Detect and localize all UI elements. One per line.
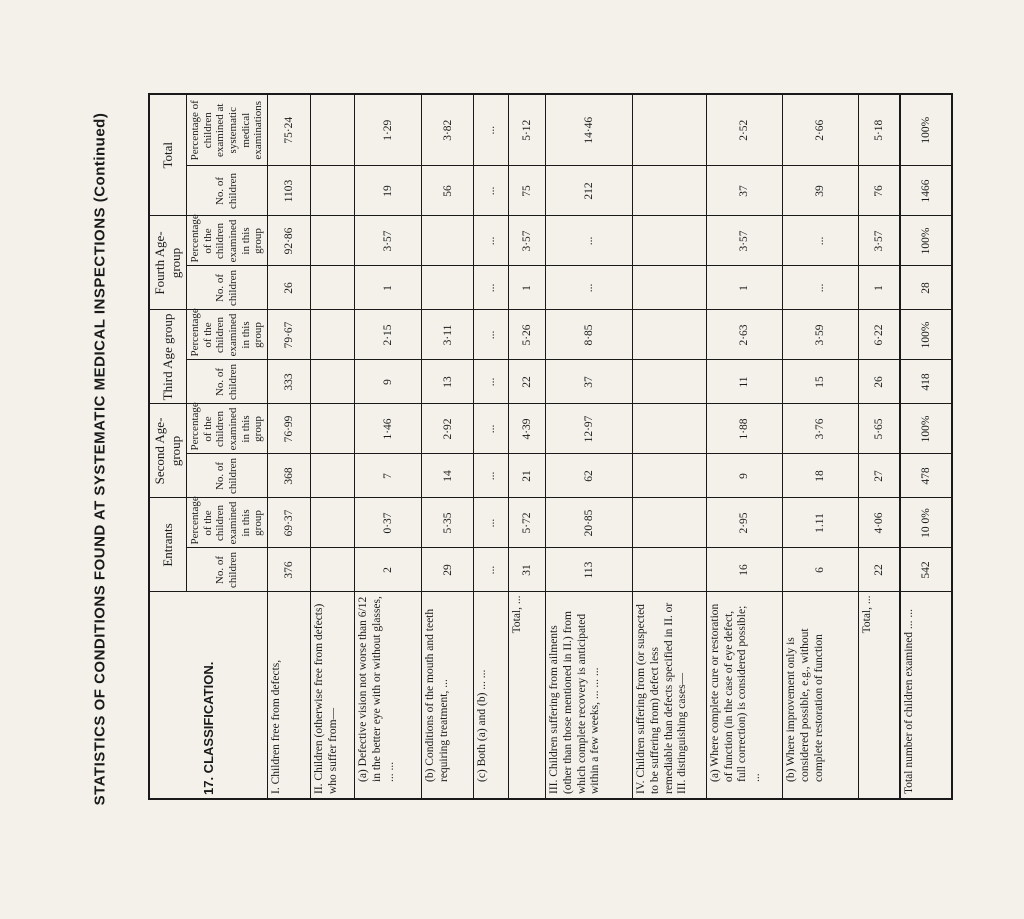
table-cell: 1466 bbox=[900, 166, 952, 216]
table-cell: 478 bbox=[900, 454, 952, 498]
table-cell: 5·35 bbox=[422, 498, 474, 548]
table-cell: 1103 bbox=[267, 166, 310, 216]
table-cell: 22 bbox=[858, 548, 899, 592]
table-cell: ... bbox=[474, 216, 509, 266]
table-cell: 26 bbox=[267, 266, 310, 310]
table-cell: 2·15 bbox=[354, 310, 421, 360]
table-cell bbox=[422, 266, 474, 310]
table-cell: 6·22 bbox=[858, 310, 899, 360]
table-cell: 1 bbox=[858, 266, 899, 310]
table-cell bbox=[632, 360, 706, 404]
row-label: I. Children free from defects, bbox=[267, 592, 310, 799]
table-cell: 1·29 bbox=[354, 94, 421, 166]
table-cell: 5·26 bbox=[509, 310, 546, 360]
group-header-total: Total bbox=[149, 94, 187, 216]
table-cell: 31 bbox=[509, 548, 546, 592]
table-cell: ... bbox=[474, 94, 509, 166]
table-cell: 2 bbox=[354, 548, 421, 592]
table-row bbox=[509, 94, 546, 799]
row-label: (b) Conditions of the mouth and teeth requiring treatment, ... bbox=[422, 592, 474, 799]
table-cell: 20·85 bbox=[546, 498, 633, 548]
table-body bbox=[267, 94, 952, 799]
row-label: (c) Both (a) and (b) ... ... bbox=[474, 592, 509, 799]
table-cell: 22 bbox=[509, 360, 546, 404]
group-header-fourth: Fourth Age-group bbox=[149, 216, 187, 310]
table-cell: 542 bbox=[900, 548, 952, 592]
sub-header-count: No. of children bbox=[187, 166, 268, 216]
row-label: (a) Defective vision not worse than 6/12 in the better eye with or without glasses, ... ... bbox=[354, 592, 421, 799]
table-cell: 26 bbox=[858, 360, 899, 404]
table-cell: 9 bbox=[706, 454, 782, 498]
table-row bbox=[858, 94, 899, 799]
table-cell bbox=[311, 498, 354, 548]
classification-header: 17. CLASSIFICATION. bbox=[149, 592, 267, 799]
table-cell: ... bbox=[782, 266, 858, 310]
table-cell: 3·59 bbox=[782, 310, 858, 360]
row-label: Total, ... bbox=[509, 592, 546, 799]
table-row bbox=[267, 94, 310, 799]
table-cell: 333 bbox=[267, 360, 310, 404]
sub-header-count: No. of children bbox=[187, 548, 268, 592]
table-cell: 100% bbox=[900, 310, 952, 360]
table-cell: 39 bbox=[782, 166, 858, 216]
table-cell: 418 bbox=[900, 360, 952, 404]
table-row bbox=[474, 94, 509, 799]
sub-header-pct-total: Percentage of children examined at systematic medical examinations bbox=[187, 94, 268, 166]
table-cell bbox=[632, 498, 706, 548]
table-cell: ... bbox=[474, 454, 509, 498]
table-cell: 100% bbox=[900, 216, 952, 266]
row-label: Total, ... bbox=[858, 592, 899, 799]
table-cell: 28 bbox=[900, 266, 952, 310]
row-label: Total number of children examined ... ... bbox=[900, 592, 952, 799]
table-cell: 29 bbox=[422, 548, 474, 592]
table-cell: 18 bbox=[782, 454, 858, 498]
table-row bbox=[782, 94, 858, 799]
sub-header-count: No. of children bbox=[187, 360, 268, 404]
table-cell: 2·92 bbox=[422, 404, 474, 454]
table-cell bbox=[311, 360, 354, 404]
sub-header-pct: Percentage of the children examined in this group bbox=[187, 498, 268, 548]
table-cell bbox=[632, 266, 706, 310]
group-header-second: Second Age-group bbox=[149, 404, 187, 498]
table-cell: 113 bbox=[546, 548, 633, 592]
table-cell: 92·86 bbox=[267, 216, 310, 266]
table-cell: 4·06 bbox=[858, 498, 899, 548]
row-label: III. Children suffering from ailments (other than those mentioned in II.) from which complete recovery is anticipated within a few weeks, ... ... ... bbox=[546, 592, 633, 799]
table-cell: 76 bbox=[858, 166, 899, 216]
table-cell bbox=[632, 94, 706, 166]
table-cell: 3·57 bbox=[858, 216, 899, 266]
table-cell bbox=[311, 404, 354, 454]
table-row bbox=[632, 94, 706, 799]
table-cell: 1 bbox=[354, 266, 421, 310]
table-cell: 212 bbox=[546, 166, 633, 216]
table-cell: 1 bbox=[509, 266, 546, 310]
table-cell: ... bbox=[474, 404, 509, 454]
table-cell bbox=[311, 454, 354, 498]
table-cell: 2·66 bbox=[782, 94, 858, 166]
table-cell: ... bbox=[474, 498, 509, 548]
rotated-table-frame bbox=[148, 95, 953, 800]
table-cell: 69·37 bbox=[267, 498, 310, 548]
group-header-third: Third Age group bbox=[149, 310, 187, 404]
table-row bbox=[706, 94, 782, 799]
table-cell: 21 bbox=[509, 454, 546, 498]
table-cell: 11 bbox=[706, 360, 782, 404]
table-row bbox=[311, 94, 354, 799]
table-cell bbox=[311, 166, 354, 216]
table-cell: 7 bbox=[354, 454, 421, 498]
row-label: II. Children (otherwise free from defects) who suffer from— bbox=[311, 592, 354, 799]
table-cell: 56 bbox=[422, 166, 474, 216]
sub-header-pct: Percentage of the children examined in this group bbox=[187, 310, 268, 360]
table-cell bbox=[311, 94, 354, 166]
table-cell: 13 bbox=[422, 360, 474, 404]
table-cell: 3·11 bbox=[422, 310, 474, 360]
table-cell: 37 bbox=[706, 166, 782, 216]
table-cell bbox=[311, 310, 354, 360]
table-cell: 3·57 bbox=[706, 216, 782, 266]
table-cell: 6 bbox=[782, 548, 858, 592]
table-cell: 2·95 bbox=[706, 498, 782, 548]
table-cell: 5·72 bbox=[509, 498, 546, 548]
table-cell: 368 bbox=[267, 454, 310, 498]
table-row bbox=[422, 94, 474, 799]
table-cell: 376 bbox=[267, 548, 310, 592]
table-cell: 75 bbox=[509, 166, 546, 216]
table-cell: 1.11 bbox=[782, 498, 858, 548]
table-cell: 100% bbox=[900, 94, 952, 166]
table-cell: 79·67 bbox=[267, 310, 310, 360]
table-cell bbox=[632, 404, 706, 454]
table-cell bbox=[311, 266, 354, 310]
table-cell: 3·82 bbox=[422, 94, 474, 166]
table-cell bbox=[632, 310, 706, 360]
table-cell: 62 bbox=[546, 454, 633, 498]
table-cell: 5·12 bbox=[509, 94, 546, 166]
table-cell: 100% bbox=[900, 404, 952, 454]
sub-header-pct: Percentage of the children examined in this group bbox=[187, 216, 268, 266]
table-row bbox=[900, 94, 952, 799]
table-cell: 2·52 bbox=[706, 94, 782, 166]
table-row bbox=[546, 94, 633, 799]
table-cell: ... bbox=[474, 310, 509, 360]
table-cell: 75·24 bbox=[267, 94, 310, 166]
table-cell: 3·57 bbox=[509, 216, 546, 266]
table-cell bbox=[632, 454, 706, 498]
table-cell: 8·85 bbox=[546, 310, 633, 360]
row-label: (a) Where complete cure or restoration of function (in the case of eye defect, full correction) is considered possible; ... bbox=[706, 592, 782, 799]
table-cell bbox=[632, 216, 706, 266]
table-cell: 9 bbox=[354, 360, 421, 404]
sub-header-count: No. of children bbox=[187, 454, 268, 498]
table-cell: ... bbox=[474, 360, 509, 404]
table-cell bbox=[311, 216, 354, 266]
table-cell: 1·46 bbox=[354, 404, 421, 454]
sub-header-pct: Percentage of the children examined in this group bbox=[187, 404, 268, 454]
table-cell: 12·97 bbox=[546, 404, 633, 454]
table-cell bbox=[422, 216, 474, 266]
row-label: IV. Children suffering from (or suspected to be suffering from) defect less remediable than defects specified in II. or III. distinguishing cases— bbox=[632, 592, 706, 799]
table-cell: ... bbox=[546, 266, 633, 310]
table-cell: 3·57 bbox=[354, 216, 421, 266]
table-cell: 37 bbox=[546, 360, 633, 404]
table-cell: 5·65 bbox=[858, 404, 899, 454]
table-cell: 27 bbox=[858, 454, 899, 498]
table-cell: 4·39 bbox=[509, 404, 546, 454]
table-cell: 1·88 bbox=[706, 404, 782, 454]
table-cell: 14 bbox=[422, 454, 474, 498]
table-cell: ... bbox=[546, 216, 633, 266]
table-cell: 5·18 bbox=[858, 94, 899, 166]
table-cell bbox=[311, 548, 354, 592]
statistics-table bbox=[148, 93, 953, 800]
table-cell: 16 bbox=[706, 548, 782, 592]
table-cell: 1 bbox=[706, 266, 782, 310]
table-cell bbox=[632, 548, 706, 592]
table-cell: 2·63 bbox=[706, 310, 782, 360]
statistics-table-container bbox=[148, 95, 953, 800]
table-cell: 10 0% bbox=[900, 498, 952, 548]
group-header-entrants: Entrants bbox=[149, 498, 187, 592]
sub-header-count: No. of children bbox=[187, 266, 268, 310]
table-cell: 76·99 bbox=[267, 404, 310, 454]
table-cell: 19 bbox=[354, 166, 421, 216]
row-label: (b) Where improvement only is considered possible, e.g., without complete restoration of function bbox=[782, 592, 858, 799]
table-cell: 14·46 bbox=[546, 94, 633, 166]
table-cell: ... bbox=[474, 266, 509, 310]
table-cell: 0·37 bbox=[354, 498, 421, 548]
table-cell bbox=[632, 166, 706, 216]
table-cell: 15 bbox=[782, 360, 858, 404]
table-cell: 3·76 bbox=[782, 404, 858, 454]
group-header-row bbox=[149, 94, 187, 799]
table-row bbox=[354, 94, 421, 799]
table-cell: ... bbox=[474, 548, 509, 592]
page-title: STATISTICS OF CONDITIONS FOUND AT SYSTEMATIC MEDICAL INSPECTIONS (Continued) bbox=[91, 112, 109, 806]
table-cell: ... bbox=[782, 216, 858, 266]
table-cell: ... bbox=[474, 166, 509, 216]
